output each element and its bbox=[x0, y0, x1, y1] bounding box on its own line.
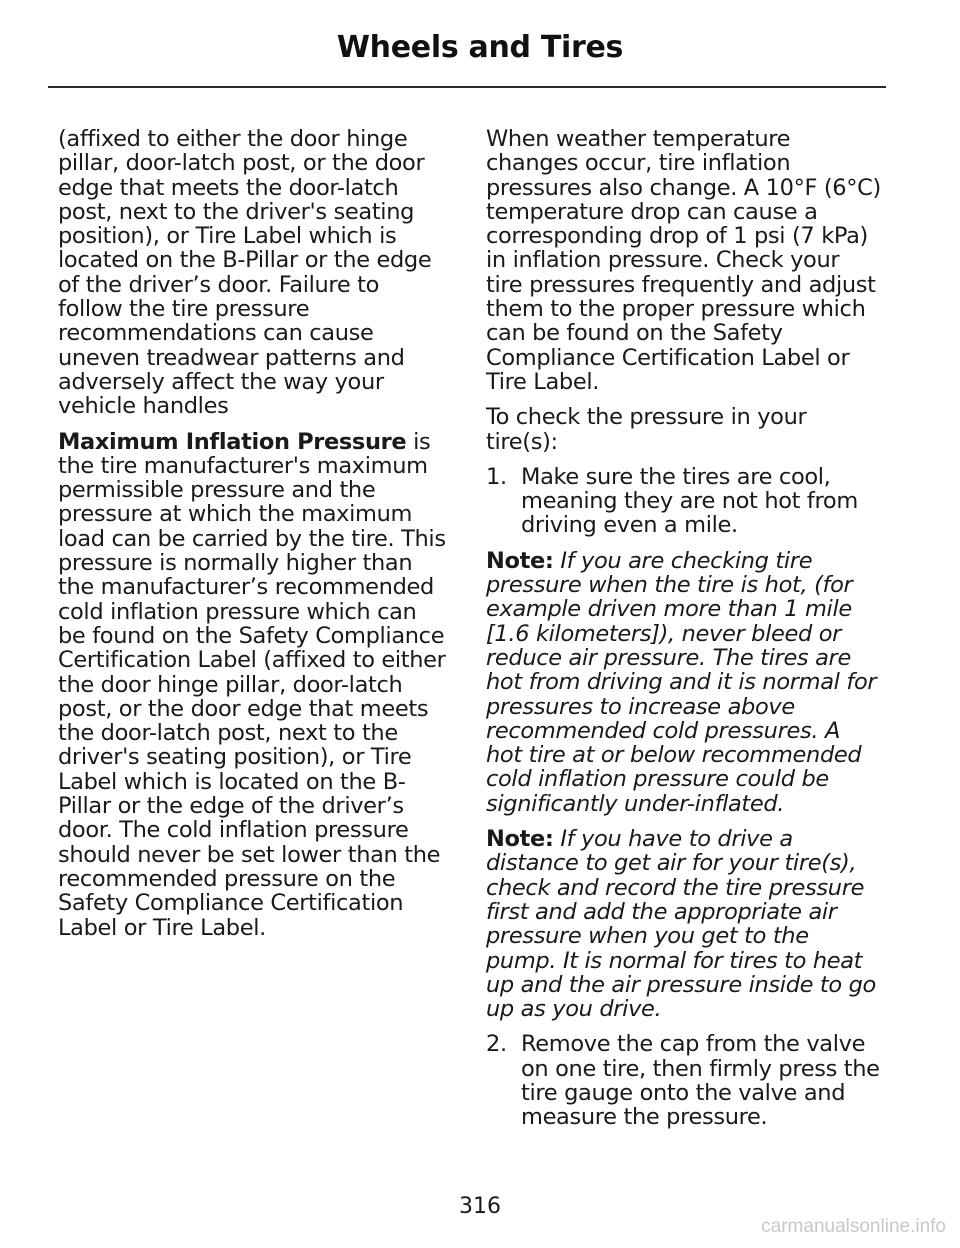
step-text: Make sure the tires are cool, meaning they are not hot from driving even a mile. bbox=[521, 463, 858, 539]
term-bold: Maximum Inflation Pressure bbox=[58, 428, 407, 455]
watermark: carmanualsonline.info bbox=[761, 1216, 946, 1237]
page-number: 316 bbox=[459, 1194, 501, 1219]
note-label: Note: bbox=[486, 826, 554, 853]
term-definition: is the tire manufacturer's maximum permissible pressure and the pressure at which the maximum load can be carried by the tire. This pressure is normally higher than the manufacturer’s recommended cold inflation pressure which can be found on the Safety Compliance Certification Label (affixed to either the door hinge pillar, door-latch post, or the door edge that meets the door-latch post, next to the driver's seating position), or Tire Label which is located on the B-Pillar or the edge of the driver’s door. The cold inflation pressure should never be set lower than the recommended pressure on the Safety Compliance Certification Label or Tire Label. bbox=[58, 428, 446, 941]
list-item bbox=[486, 465, 882, 538]
note-text: If you are checking tire pressure when the tire is hot, (for example driven more than 1 mile [1.6 kilometers]), never bleed or reduce air pressure. The tires are hot from driving and it is normal for pressures to increase above recommended cold pressures. A hot tire at or below recommended cold inflation pressure could be significantly under-inflated. bbox=[486, 547, 877, 817]
body-paragraph: (affixed to either the door hinge pillar, door-latch post, or the door edge that meets the door-latch post, next to the driver's seating position), or Tire Label which is located on the B-Pillar or the edge of the driver’s door. Failure to follow the tire pressure recommendations can cause uneven treadwear patterns and adversely affect the way your vehicle handles bbox=[58, 126, 432, 420]
step-number: 2. bbox=[486, 1031, 507, 1058]
right-column bbox=[486, 127, 882, 1141]
list-item bbox=[486, 1032, 882, 1129]
step-number: 1. bbox=[486, 463, 507, 490]
note bbox=[486, 827, 882, 1021]
body-paragraph: To check the pressure in your tire(s): bbox=[486, 404, 807, 455]
note-text: If you have to drive a distance to get air for your tire(s), check and record the tire pressure first and add the appropriate air pressure when you get to the pump. It is normal for tires to heat up and the air pressure inside to go up as you drive. bbox=[486, 826, 876, 1023]
note-label: Note: bbox=[486, 547, 554, 574]
note bbox=[486, 549, 882, 816]
header-divider bbox=[48, 86, 886, 88]
body-paragraph: When weather temperature changes occur, tire inflation pressures also change. A 10°F (6°C) temperature drop can cause a corresponding drop of 1 psi (7 kPa) in inflation pressure. Check your tire pressures frequently and adjust them to the proper pressure which can be found on the Safety Compliance Certification Label or Tire Label. bbox=[486, 126, 881, 395]
left-column bbox=[58, 127, 450, 951]
page-title: Wheels and Tires bbox=[336, 30, 624, 65]
step-text: Remove the cap from the valve on one tire, then firmly press the tire gauge onto the valve and measure the pressure. bbox=[521, 1031, 880, 1131]
body-paragraph bbox=[58, 430, 450, 940]
